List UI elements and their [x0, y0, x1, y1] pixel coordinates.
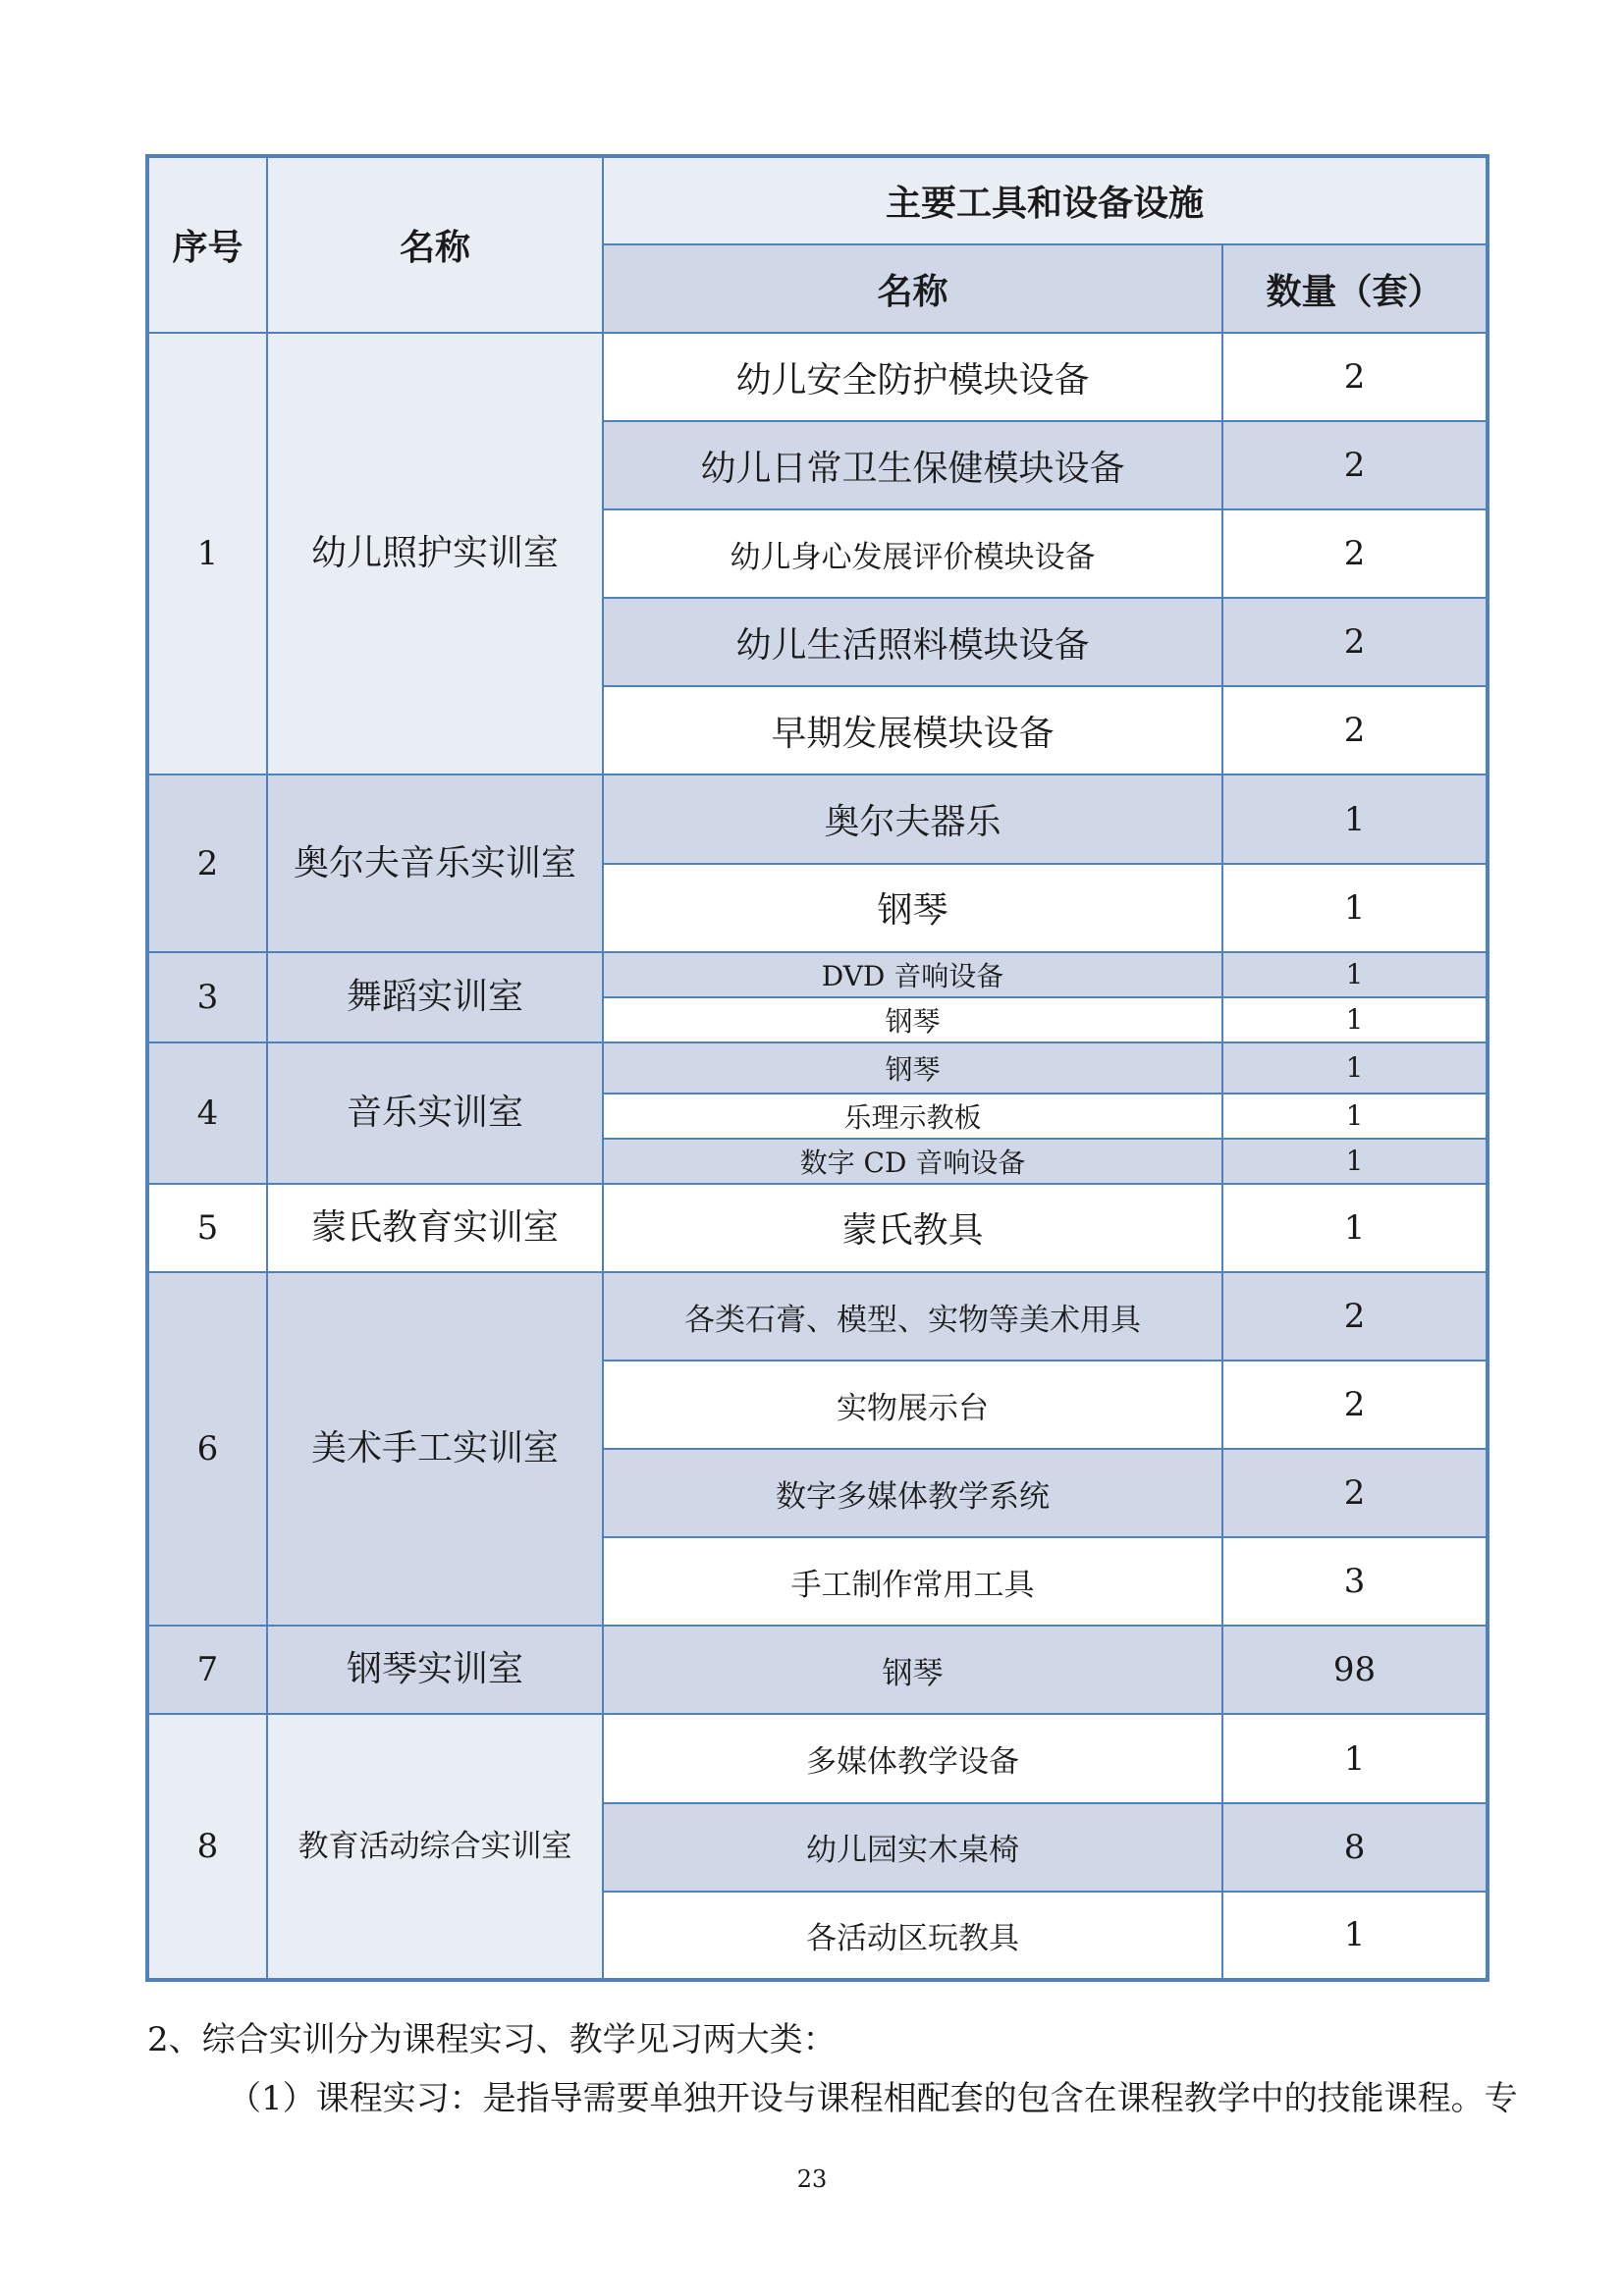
item-quantity: 1	[1222, 1714, 1488, 1802]
item-quantity: 2	[1222, 509, 1488, 598]
item-quantity: 2	[1222, 598, 1488, 686]
item-quantity: 98	[1222, 1626, 1488, 1714]
item-name: 钢琴	[603, 1626, 1222, 1714]
item-quantity: 1	[1222, 1184, 1488, 1272]
item-quantity: 2	[1222, 421, 1488, 509]
room-name: 音乐实训室	[267, 1042, 603, 1184]
item-name: 钢琴	[603, 997, 1222, 1042]
item-name: 奥尔夫器乐	[603, 774, 1222, 863]
table-row	[147, 333, 1488, 421]
header-equipment-group: 主要工具和设备设施	[603, 156, 1488, 244]
item-name: 幼儿身心发展评价模块设备	[603, 509, 1222, 598]
table-row	[147, 1184, 1488, 1272]
item-quantity: 1	[1222, 952, 1488, 997]
room-name: 钢琴实训室	[267, 1626, 603, 1714]
item-quantity: 1	[1222, 1139, 1488, 1184]
item-name: 数字 CD 音响设备	[603, 1139, 1222, 1184]
item-quantity: 2	[1222, 333, 1488, 421]
row-number: 5	[147, 1184, 267, 1272]
table-row	[147, 1714, 1488, 1802]
room-name: 幼儿照护实训室	[267, 333, 603, 774]
row-number: 6	[147, 1272, 267, 1626]
item-quantity: 2	[1222, 1272, 1488, 1361]
item-name: 实物展示台	[603, 1361, 1222, 1449]
room-name: 美术手工实训室	[267, 1272, 603, 1626]
item-name: 各活动区玩教具	[603, 1892, 1222, 1980]
item-name: DVD 音响设备	[603, 952, 1222, 997]
equipment-table	[145, 154, 1489, 1982]
paragraph-course-internship: （1）课程实习：是指导需要单独开设与课程相配套的包含在课程教学中的技能课程。专	[228, 2079, 1518, 2118]
header-quantity: 数量（套）	[1222, 244, 1488, 333]
item-name: 钢琴	[603, 1042, 1222, 1094]
item-name: 蒙氏教具	[603, 1184, 1222, 1272]
room-name: 舞蹈实训室	[267, 952, 603, 1042]
row-number: 1	[147, 333, 267, 774]
item-quantity: 3	[1222, 1537, 1488, 1626]
table-row	[147, 1272, 1488, 1361]
paragraph-training-types: 2、综合实训分为课程实习、教学见习两大类：	[147, 2020, 837, 2059]
row-number: 3	[147, 952, 267, 1042]
table-row	[147, 774, 1488, 863]
item-name: 早期发展模块设备	[603, 686, 1222, 774]
item-name: 幼儿园实木桌椅	[603, 1803, 1222, 1892]
table-row	[147, 1042, 1488, 1094]
item-name: 手工制作常用工具	[603, 1537, 1222, 1626]
item-quantity: 2	[1222, 1361, 1488, 1449]
page-number: 23	[796, 2165, 828, 2193]
row-number: 7	[147, 1626, 267, 1714]
row-number: 8	[147, 1714, 267, 1980]
item-name: 各类石膏、模型、实物等美术用具	[603, 1272, 1222, 1361]
table-row	[147, 952, 1488, 997]
item-name: 幼儿日常卫生保健模块设备	[603, 421, 1222, 509]
header-no: 序号	[147, 156, 267, 333]
row-number: 2	[147, 774, 267, 951]
item-quantity: 1	[1222, 864, 1488, 952]
item-name: 幼儿生活照料模块设备	[603, 598, 1222, 686]
item-quantity: 1	[1222, 997, 1488, 1042]
room-name: 蒙氏教育实训室	[267, 1184, 603, 1272]
room-name: 教育活动综合实训室	[267, 1714, 603, 1980]
row-number: 4	[147, 1042, 267, 1184]
header-item-name: 名称	[603, 244, 1222, 333]
header-room-name: 名称	[267, 156, 603, 333]
item-name: 乐理示教板	[603, 1094, 1222, 1139]
item-name: 幼儿安全防护模块设备	[603, 333, 1222, 421]
item-quantity: 1	[1222, 1892, 1488, 1980]
item-name: 多媒体教学设备	[603, 1714, 1222, 1802]
item-quantity: 2	[1222, 1449, 1488, 1537]
item-quantity: 1	[1222, 1094, 1488, 1139]
item-name: 钢琴	[603, 864, 1222, 952]
item-quantity: 8	[1222, 1803, 1488, 1892]
item-quantity: 1	[1222, 774, 1488, 863]
item-name: 数字多媒体教学系统	[603, 1449, 1222, 1537]
item-quantity: 1	[1222, 1042, 1488, 1094]
table-row	[147, 1626, 1488, 1714]
room-name: 奥尔夫音乐实训室	[267, 774, 603, 951]
item-quantity: 2	[1222, 686, 1488, 774]
